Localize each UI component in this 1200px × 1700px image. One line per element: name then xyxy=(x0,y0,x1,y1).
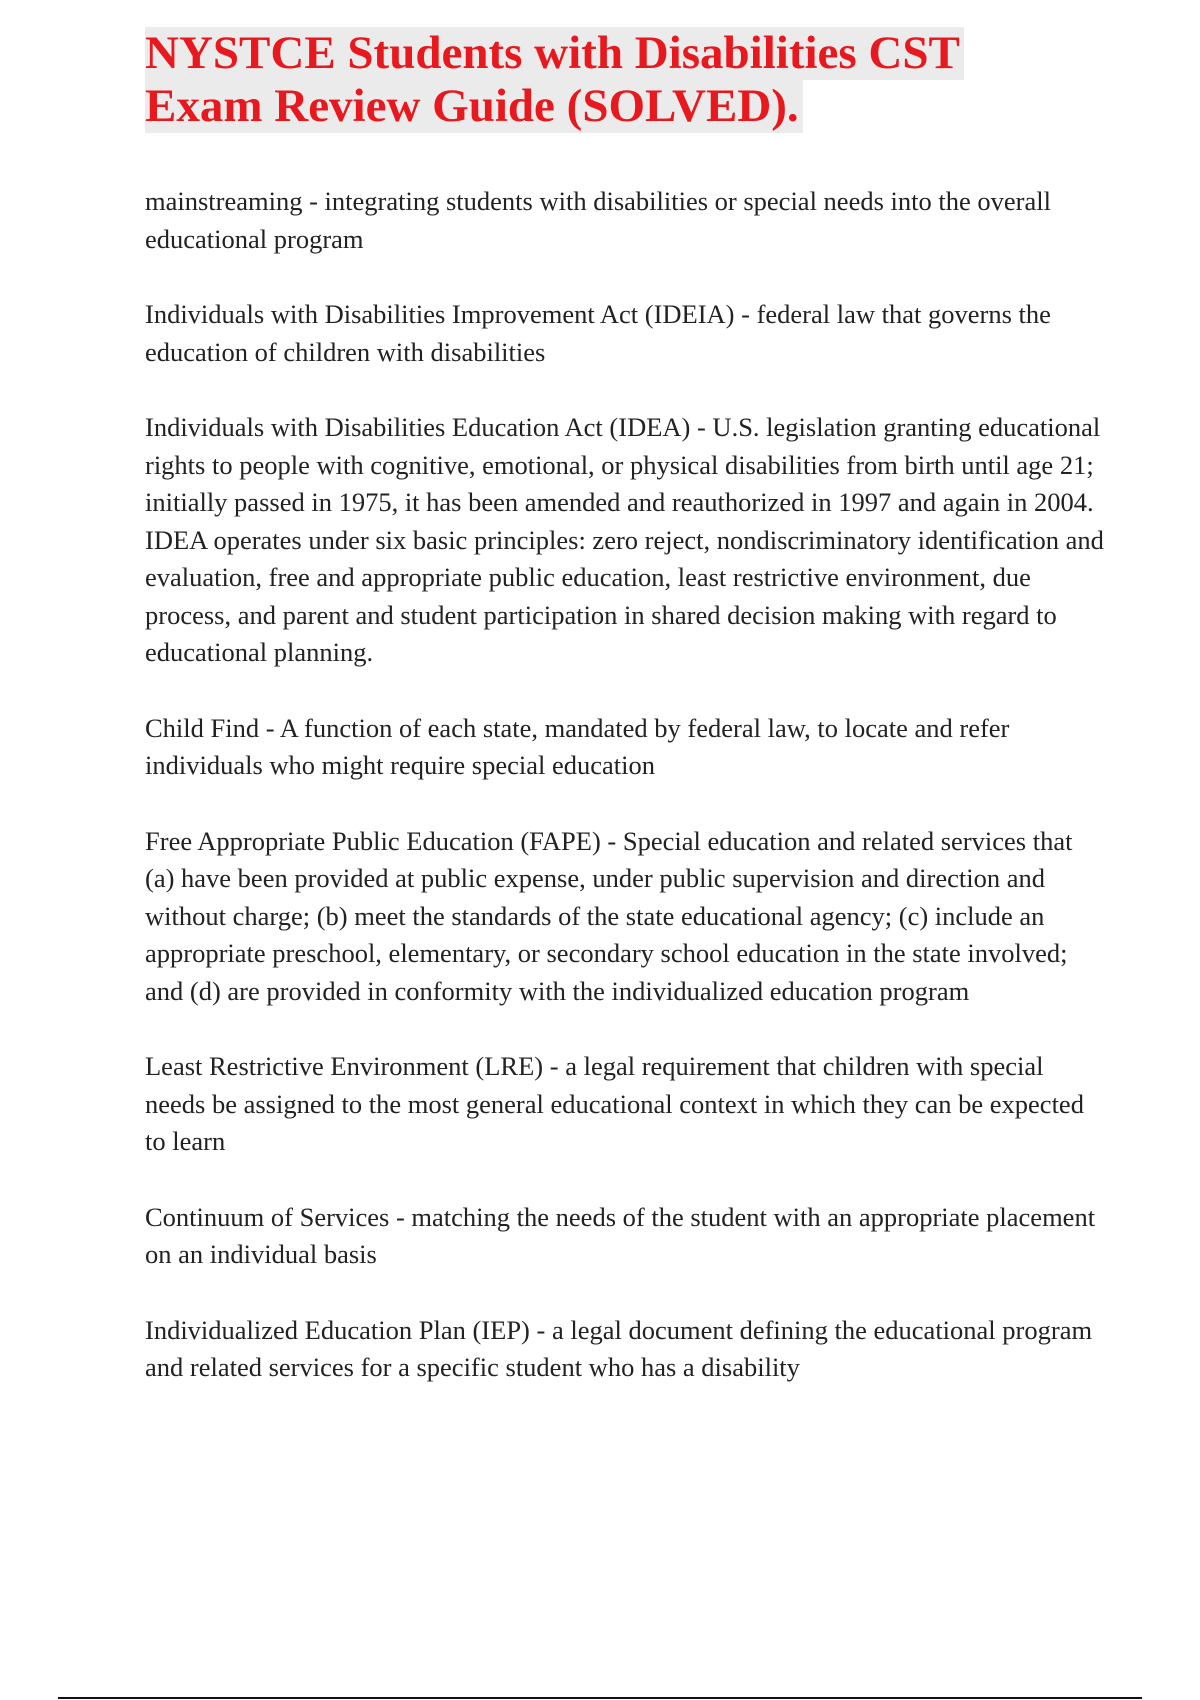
title-block xyxy=(145,27,964,133)
glossary-entry-ideia: Individuals with Disabilities Improvement Act (IDEIA) - federal law that governs the education of children with disabilities xyxy=(145,299,1051,367)
glossary-entry-iep: Individualized Education Plan (IEP) - a legal document defining the educational program and related services for a specific student who has a disability xyxy=(145,1314,1093,1382)
glossary-entry-continuum: Continuum of Services - matching the needs of the student with an appropriate placement on an individual basis xyxy=(145,1201,1096,1269)
glossary-entry-fape: Free Appropriate Public Education (FAPE) - Special education and related services that (a) have been provided at public expense, under public supervision and direction and without charge; (b) meet the standards of the state educational agency; (c) include an appropriate preschool, elementary, or secondary school education in the state involved; and (d) are provided in conformity with the individualized education program xyxy=(145,825,1073,1006)
title-line-1: NYSTCE Students with Disabilities CST xyxy=(145,27,964,80)
glossary-content xyxy=(145,183,1105,1425)
page-bottom-divider xyxy=(58,1697,1142,1699)
title-line-2: Exam Review Guide (SOLVED). xyxy=(145,80,803,133)
glossary-entry-idea: Individuals with Disabilities Education Act (IDEA) - U.S. legislation granting educational rights to people with cognitive, emotional, or physical disabilities from birth until age 21; initially passed in 1975, it has been amended and reauthorized in 1997 and again in 2004. IDEA operates under six basic principles: zero reject, nondiscriminatory identification and evaluation, free and appropriate public education, least restrictive environment, due process, and parent and student participation in shared decision making with regard to educational planning. xyxy=(145,412,1104,667)
glossary-entry-child-find: Child Find - A function of each state, mandated by federal law, to locate and refer individuals who might require special education xyxy=(145,712,1010,780)
glossary-entry-mainstreaming: mainstreaming - integrating students with disabilities or special needs into the overall educational program xyxy=(145,186,1051,254)
page-title xyxy=(145,27,964,133)
glossary-entry-lre: Least Restrictive Environment (LRE) - a legal requirement that children with special needs be assigned to the most general educational context in which they can be expected to learn xyxy=(145,1051,1084,1156)
